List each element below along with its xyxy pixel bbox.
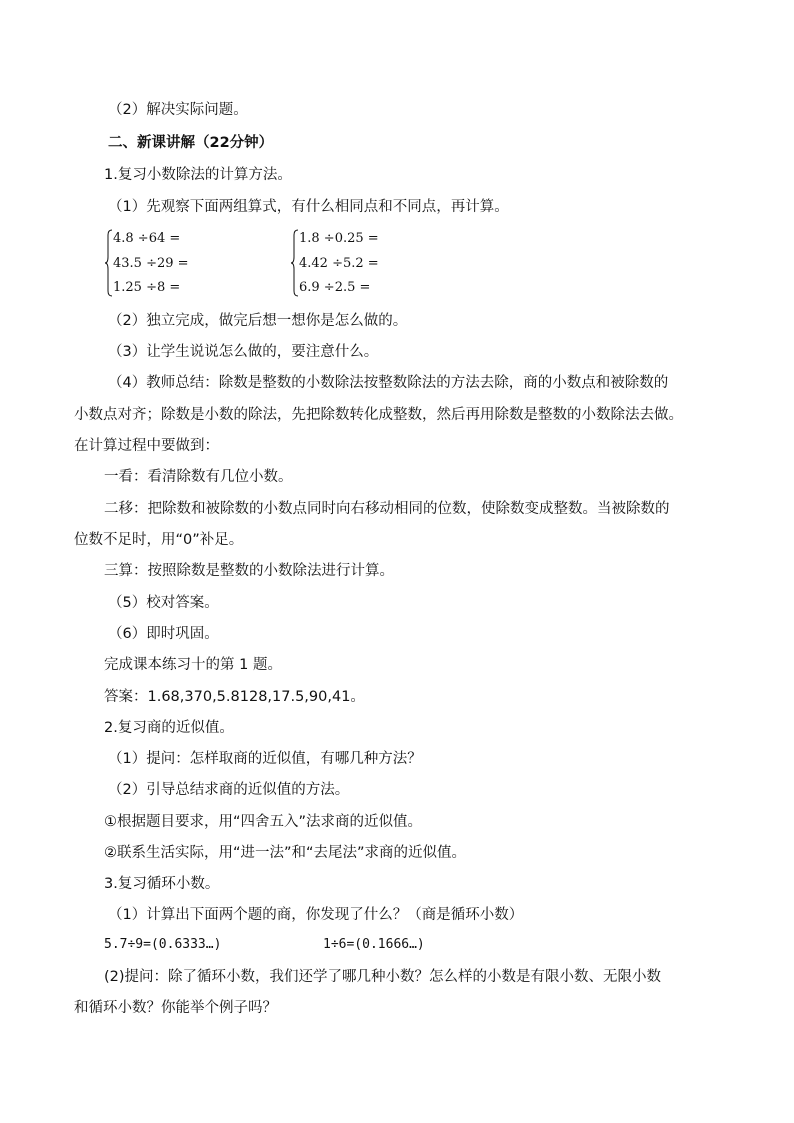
section-item: （2）解决实际问题。 bbox=[108, 102, 248, 118]
paragraph-line: （4）教师总结：除数是整数的小数除法按整数除法的方法去除，商的小数点和被除数的 bbox=[108, 375, 669, 391]
paragraph-line: 三算：按照除数是整数的小数除法进行计算。 bbox=[104, 563, 394, 579]
answer-line: 答案：1.68,370,5.8128,17.5,90,41。 bbox=[104, 689, 365, 705]
subsection-heading: 2.复习商的近似值。 bbox=[104, 720, 234, 736]
paragraph-line: 完成课本练习十的第 1 题。 bbox=[104, 657, 282, 673]
step-text: （1）先观察下面两组算式，有什么相同点和不同点，再计算。 bbox=[108, 199, 509, 215]
step-text: （1）计算出下面两个题的商，你发现了什么？（商是循环小数） bbox=[108, 907, 524, 923]
equation: 1÷6=(0.1666…) bbox=[323, 937, 425, 952]
paragraph-line: 二移：把除数和被除数的小数点同时向右移动相同的位数，使除数变成整数。当被除数的 bbox=[104, 501, 670, 517]
step-text: （5）校对答案。 bbox=[108, 595, 219, 611]
subsection-heading: 1.复习小数除法的计算方法。 bbox=[104, 167, 292, 183]
equation: 43.5 ÷29 = bbox=[113, 256, 189, 271]
paragraph-line: 和循环小数？你能举个例子吗？ bbox=[74, 1000, 277, 1016]
section-heading: 二、新课讲解（22分钟） bbox=[108, 135, 274, 151]
paragraph-line: ②联系生活实际，用“进一法”和“去尾法”求商的近似值。 bbox=[104, 845, 467, 861]
subsection-heading: 3.复习循环小数。 bbox=[104, 876, 220, 892]
equation: 1.8 ÷0.25 = bbox=[299, 231, 379, 246]
step-text: （6）即时巩固。 bbox=[108, 626, 219, 642]
equation: 4.42 ÷5.2 = bbox=[299, 256, 379, 271]
step-text: （1）提问：怎样取商的近似值，有哪几种方法？ bbox=[108, 751, 422, 767]
paragraph-line: 在计算过程中要做到： bbox=[74, 438, 219, 454]
paragraph-line: 小数点对齐；除数是小数的除法，先把除数转化成整数，然后再用除数是整数的小数除法去做。 bbox=[74, 407, 683, 423]
equation: 6.9 ÷2.5 = bbox=[299, 280, 371, 295]
equation: 4.8 ÷64 = bbox=[113, 231, 181, 246]
equation: 5.7÷9=(0.6333…) bbox=[104, 937, 222, 952]
paragraph-line: 一看：看清除数有几位小数。 bbox=[104, 469, 293, 485]
paragraph-line: 位数不足时，用“0”补足。 bbox=[74, 532, 244, 548]
paragraph-line: ①根据题目要求，用“四舍五入”法求商的近似值。 bbox=[104, 814, 423, 830]
equation: 1.25 ÷8 = bbox=[113, 280, 181, 295]
step-text: （2）引导总结求商的近似值的方法。 bbox=[108, 782, 350, 798]
step-text: （3）让学生说说怎么做的，要注意什么。 bbox=[108, 344, 379, 360]
paragraph-line: (2)提问：除了循环小数，我们还学了哪几种小数？怎么样的小数是有限小数、无限小数 bbox=[104, 969, 662, 985]
step-text: （2）独立完成，做完后想一想你是怎么做的。 bbox=[108, 313, 408, 329]
